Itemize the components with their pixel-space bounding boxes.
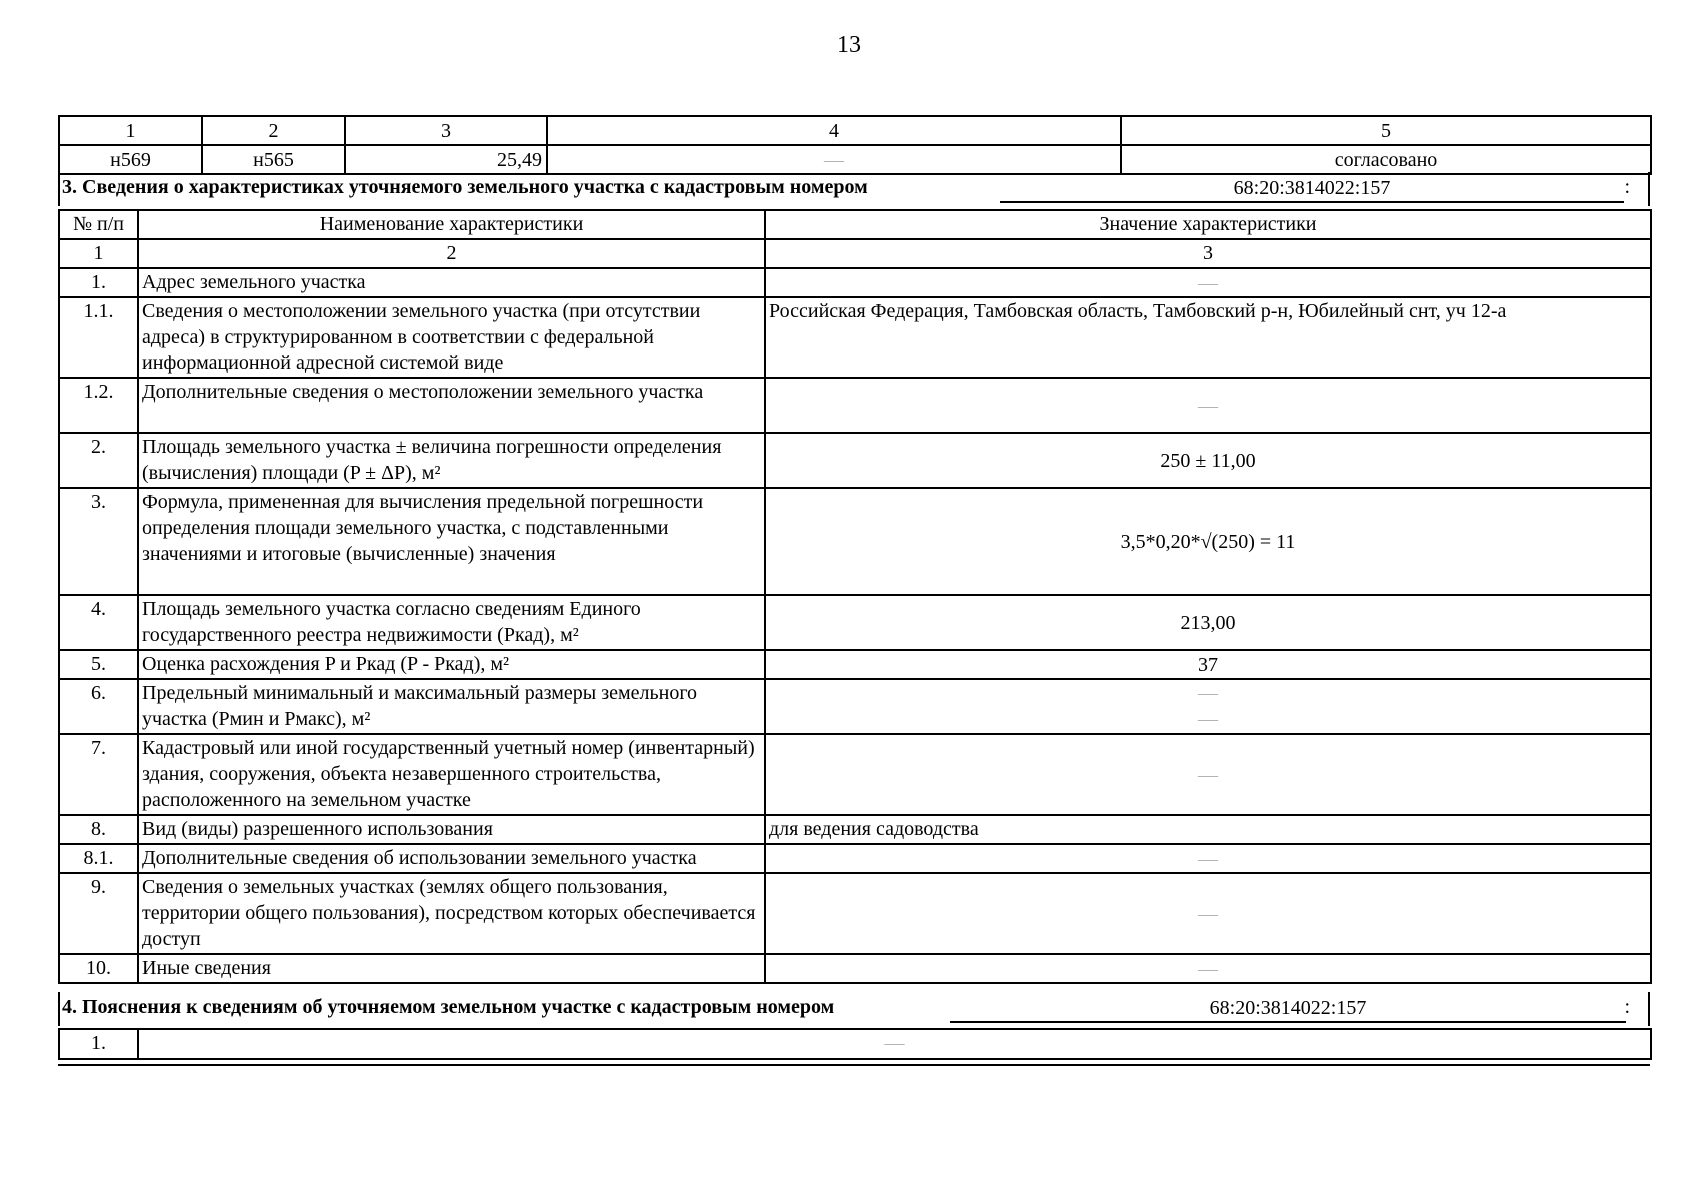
row-name: Иные сведения xyxy=(138,954,765,983)
row-num: 8.1. xyxy=(59,844,138,873)
boundary-table xyxy=(58,115,1652,175)
boundary-header-cell: 3 xyxy=(345,116,547,145)
row-value: — xyxy=(765,873,1651,954)
row-name: Предельный минимальный и максимальный размеры земельного участка (Рмин и Рмакс), м² xyxy=(138,679,765,734)
colnum-2: 2 xyxy=(138,239,765,268)
section4-title: 4. Пояснения к сведениям об уточняемом земельном участке с кадастровым номером xyxy=(62,996,835,1018)
row-name: Дополнительные сведения о местоположении земельного участка xyxy=(138,378,765,433)
row-name: Оценка расхождения P и Ркад (P - Ркад), м² xyxy=(138,650,765,679)
row-name: Сведения о местоположении земельного участка (при отсутствии адреса) в структурированном в соответствии с федеральной информационной адресной системой виде xyxy=(138,297,765,378)
row-num: 1.1. xyxy=(59,297,138,378)
row-value: — xyxy=(765,954,1651,983)
boundary-header-cell: 2 xyxy=(202,116,345,145)
table-row xyxy=(59,488,1651,595)
row-value: — xyxy=(765,378,1651,433)
section3-header xyxy=(58,172,1650,206)
row-value: для ведения садоводства xyxy=(765,815,1651,844)
row-value: — xyxy=(765,734,1651,815)
table-bottom-rule xyxy=(58,1064,1650,1066)
row-value-max: — xyxy=(1198,708,1218,730)
row-num: 7. xyxy=(59,734,138,815)
agreement-status: согласовано xyxy=(1121,145,1651,174)
colnum-1: 1 xyxy=(59,239,138,268)
row-num: 1.2. xyxy=(59,378,138,433)
table-row xyxy=(59,679,1651,734)
characteristics-colnum-row xyxy=(59,239,1651,268)
table-row xyxy=(59,378,1651,433)
row-name: Дополнительные сведения об использовании земельного участка xyxy=(138,844,765,873)
section4-cadastral-number: 68:20:3814022:157 xyxy=(950,995,1626,1023)
row-num: 1. xyxy=(59,1029,138,1059)
boundary-data-row xyxy=(59,145,1651,174)
section3-cadastral-number: 68:20:3814022:157 xyxy=(1000,175,1624,203)
row-name: Формула, примененная для вычисления предельной погрешности определения площади земельного участка, с подставленными значениями и итоговые (вычисленные) значения xyxy=(138,488,765,595)
row-value: 37 xyxy=(765,650,1651,679)
header-num: № п/п xyxy=(59,210,138,239)
table-row xyxy=(59,734,1651,815)
row-value: — xyxy=(765,268,1651,297)
table-row xyxy=(59,595,1651,650)
row-value: 3,5*0,20*√(250) = 11 xyxy=(765,488,1651,595)
section4-header xyxy=(58,992,1650,1026)
row-value: Российская Федерация, Тамбовская область, Тамбовский р-н, Юбилейный снт, уч 12-а xyxy=(765,297,1651,378)
section3-title: 3. Сведения о характеристиках уточняемого земельного участка с кадастровым номером xyxy=(62,176,868,198)
row-value-min: — xyxy=(1198,682,1218,704)
section4-colon: : xyxy=(1624,996,1630,1018)
colnum-3: 3 xyxy=(765,239,1651,268)
row-name: Сведения о земельных участках (землях общего пользования, территории общего пользования), посредством которых обеспечивается доступ xyxy=(138,873,765,954)
boundary-header-row xyxy=(59,116,1651,145)
row-name: Вид (виды) разрешенного использования xyxy=(138,815,765,844)
row-value xyxy=(765,679,1651,734)
row-name: Адрес земельного участка xyxy=(138,268,765,297)
row-num: 4. xyxy=(59,595,138,650)
section3-colon: : xyxy=(1624,176,1630,198)
to-point: н565 xyxy=(202,145,345,174)
boundary-col4-value: — xyxy=(547,145,1121,174)
row-value: 213,00 xyxy=(765,595,1651,650)
row-value: 250 ± 11,00 xyxy=(765,433,1651,488)
row-name: Площадь земельного участка ± величина погрешности определения (вычисления) площади (P ± ΔP), м² xyxy=(138,433,765,488)
row-num: 3. xyxy=(59,488,138,595)
table-row xyxy=(59,433,1651,488)
boundary-header-cell: 5 xyxy=(1121,116,1651,145)
explanations-table xyxy=(58,1028,1652,1060)
table-row xyxy=(59,268,1651,297)
table-row xyxy=(59,954,1651,983)
row-text: — xyxy=(138,1029,1651,1059)
row-name: Площадь земельного участка согласно сведениям Единого государственного реестра недвижимости (Ркад), м² xyxy=(138,595,765,650)
table-row xyxy=(59,844,1651,873)
row-num: 6. xyxy=(59,679,138,734)
row-num: 9. xyxy=(59,873,138,954)
row-num: 5. xyxy=(59,650,138,679)
table-row xyxy=(59,815,1651,844)
characteristics-header-row xyxy=(59,210,1651,239)
row-num: 10. xyxy=(59,954,138,983)
page-number: 13 xyxy=(837,32,861,58)
row-name: Кадастровый или иной государственный учетный номер (инвентарный) здания, сооружения, объекта незавершенного строительства, расположенного на земельном участке xyxy=(138,734,765,815)
from-point: н569 xyxy=(59,145,202,174)
table-row xyxy=(59,1029,1651,1059)
table-row xyxy=(59,297,1651,378)
table-row xyxy=(59,873,1651,954)
header-value: Значение характеристики xyxy=(765,210,1651,239)
table-row xyxy=(59,650,1651,679)
row-num: 2. xyxy=(59,433,138,488)
boundary-header-cell: 4 xyxy=(547,116,1121,145)
row-num: 8. xyxy=(59,815,138,844)
header-name: Наименование характеристики xyxy=(138,210,765,239)
segment-length: 25,49 xyxy=(345,145,547,174)
characteristics-table xyxy=(58,209,1652,984)
row-value: — xyxy=(765,844,1651,873)
boundary-header-cell: 1 xyxy=(59,116,202,145)
row-num: 1. xyxy=(59,268,138,297)
